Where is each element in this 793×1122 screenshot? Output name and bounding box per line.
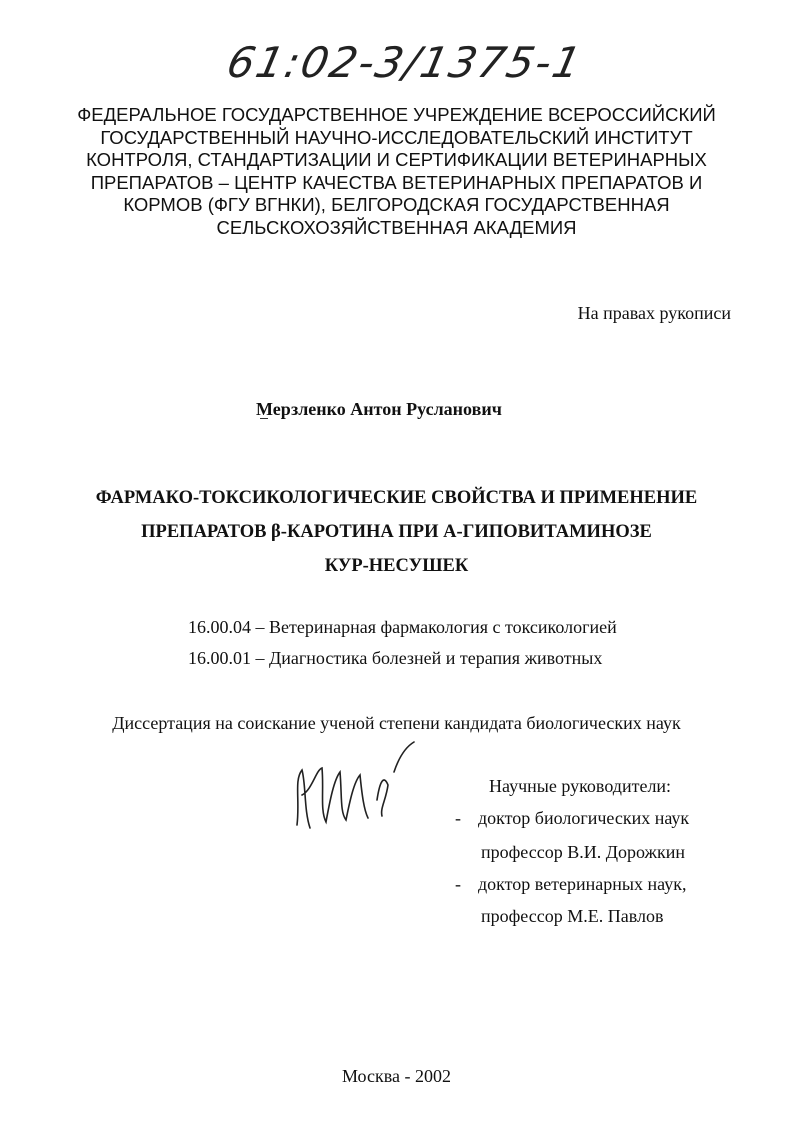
rights-note: На правах рукописи xyxy=(577,303,731,323)
title-line: ФАРМАКО-ТОКСИКОЛОГИЧЕСКИЕ СВОЙСТВА И ПРИМЕНЕНИЕ xyxy=(95,488,698,508)
author-name: Мерзленко Антон Русланович xyxy=(256,399,502,419)
institution-line: ФЕДЕРАЛЬНОЕ ГОСУДАРСТВЕННОЕ УЧРЕЖДЕНИЕ ВСЕРОССИЙСКИЙ xyxy=(77,104,716,125)
list-bullet: - xyxy=(455,874,461,894)
place-and-year: Москва - 2002 xyxy=(342,1066,451,1086)
institution-line: КОРМОВ (ФГУ ВГНКИ), БЕЛГОРОДСКАЯ ГОСУДАРСТВЕННАЯ xyxy=(123,194,670,215)
advisor-1-degree: доктор биологических наук xyxy=(478,808,690,828)
title-line: ПРЕПАРАТОВ β-КАРОТИНА ПРИ А-ГИПОВИТАМИНОЗЕ xyxy=(141,522,652,542)
advisor-1-name: профессор В.И. Дорожкин xyxy=(481,842,685,862)
institution-line: КОНТРОЛЯ, СТАНДАРТИЗАЦИИ И СЕРТИФИКАЦИИ ВЕТЕРИНАРНЫХ xyxy=(86,149,707,170)
advisors-heading: Научные руководители: xyxy=(489,776,672,796)
archive-number: 61:02-3/1375-1 xyxy=(222,38,588,87)
specialty-1: 16.00.04 – Ветеринарная фармакология с токсикологией xyxy=(188,617,617,637)
institution-line: СЕЛЬСКОХОЗЯЙСТВЕННАЯ АКАДЕМИЯ xyxy=(216,216,577,238)
institution-line: ПРЕПАРАТОВ – ЦЕНТР КАЧЕСТВА ВЕТЕРИНАРНЫХ ПРЕПАРАТОВ И xyxy=(90,171,703,193)
advisor-2-degree: доктор ветеринарных наук, xyxy=(478,874,687,894)
institution-line: ГОСУДАРСТВЕННЫЙ НАУЧНО-ИССЛЕДОВАТЕЛЬСКИЙ ИНСТИТУТ xyxy=(100,126,693,148)
handwritten-signature xyxy=(282,740,422,840)
institution-block xyxy=(40,104,753,239)
list-bullet: - xyxy=(455,808,461,828)
title-line: КУР-НЕСУШЕК xyxy=(324,556,469,576)
degree-statement: Диссертация на соискание ученой степени кандидата биологических наук xyxy=(112,713,681,733)
advisor-2-name: профессор М.Е. Павлов xyxy=(481,906,664,926)
dissertation-title xyxy=(60,481,733,583)
specialty-2: 16.00.01 – Диагностика болезней и терапия животных xyxy=(188,648,603,668)
